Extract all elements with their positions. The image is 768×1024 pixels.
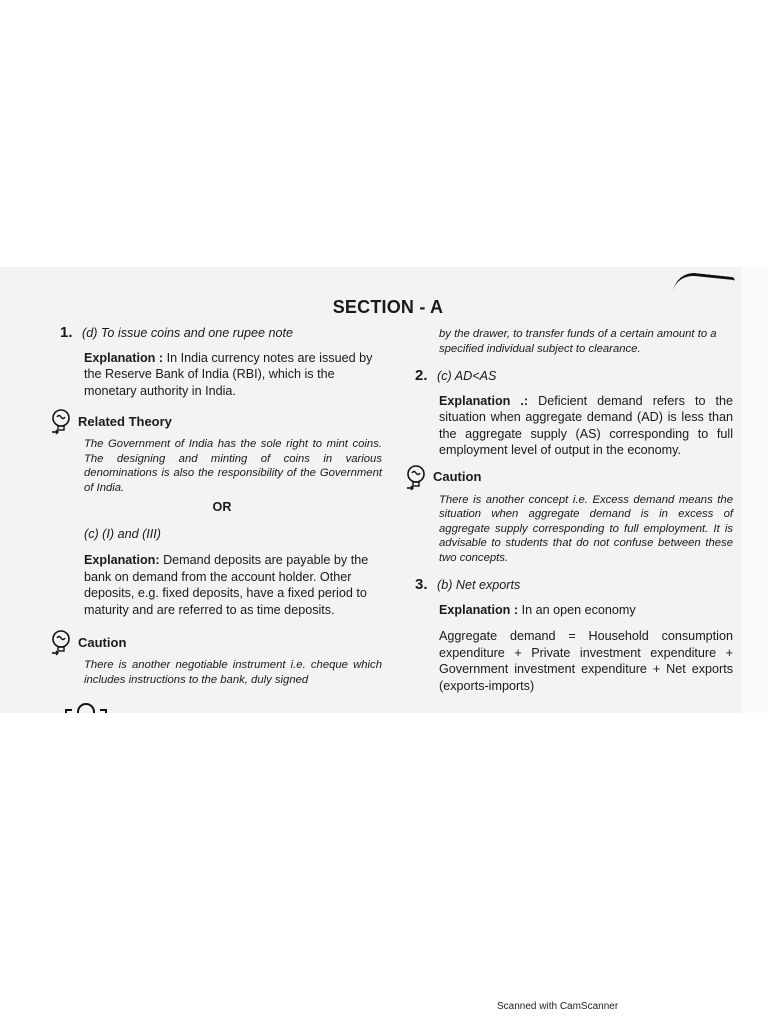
lightbulb-icon [405, 465, 427, 491]
section-title: SECTION - A [332, 297, 444, 317]
explanation [417, 602, 733, 619]
explanation-text: In an open economy [518, 602, 636, 617]
alternate-answer-text: (c) (I) and (III) [84, 526, 161, 541]
caution-text: There is another negotiable instrument i.e. cheque which includes instructions to the bank, duly signed [84, 659, 382, 686]
question-3 [417, 577, 733, 594]
question-number: 1. [60, 324, 73, 341]
continued-caution-text: by the drawer, to transfer funds of a certain amount to a specified individual subject to clearance. [439, 328, 717, 355]
explanation-label: Explanation : [439, 602, 519, 617]
left-column [62, 325, 382, 687]
related-theory-text: The Government of India has the sole right to mint coins. The designing and minting of coins in various denominations is also the responsibility of the Government of India. [84, 438, 382, 494]
scan-edge [742, 267, 768, 713]
question-number: 3. [415, 576, 428, 593]
scanned-page [0, 267, 742, 713]
caution-heading-left [50, 630, 382, 656]
alternate-answer [62, 526, 382, 543]
explanation-label: Explanation .: [439, 393, 529, 408]
publisher-logo-icon [64, 700, 114, 713]
lightbulb-icon [50, 409, 72, 435]
or-divider: OR [212, 500, 232, 514]
lightbulb-icon [50, 630, 72, 656]
related-theory-heading [50, 409, 382, 435]
explanation-label: Explanation : [84, 350, 164, 365]
alternate-explanation-label: Explanation: [84, 553, 160, 567]
caution-heading-right [405, 465, 733, 491]
right-column [417, 325, 733, 694]
explanation-text: In India currency notes are issued by the Reserve Bank of India (RBI), which is the monetary authority in India. [84, 350, 373, 398]
caution-label: Caution [78, 634, 127, 650]
page-curl-mark [673, 271, 735, 298]
question-2 [417, 368, 733, 385]
caution-text: There is another concept i.e. Excess demand means the situation when aggregate demand is in excess of aggregate supply corresponding to full employment. It is advisable to students that do not confuse between these two concepts. [439, 493, 733, 564]
explanation [417, 393, 733, 459]
related-theory-label: Related Theory [78, 413, 172, 429]
question-number: 2. [415, 367, 428, 384]
explanation-text: Deficient demand refers to the situation when aggregate demand (AD) is less than the aggregate supply (AS) corresponding to full employment level of output in the economy. [439, 393, 733, 457]
explanation [62, 350, 382, 400]
question-answer: (d) To issue coins and one rupee note [82, 326, 293, 340]
caution-label: Caution [433, 469, 482, 485]
question-answer: (c) AD<AS [437, 369, 497, 383]
question-answer: (b) Net exports [437, 578, 521, 592]
alternate-explanation-text: Demand deposits are payable by the bank on demand from the account holder. Other deposits, e.g. fixed deposits, have a fixed period to maturity and are referred to as time deposits. [84, 553, 369, 617]
alternate-explanation [62, 552, 382, 618]
scanner-watermark: Scanned with CamScanner [497, 1001, 619, 1012]
aggregate-demand-formula: Aggregate demand = Household consumption expenditure + Private investment expenditure + Government investment expenditure + Net exports (exports-imports) [439, 629, 733, 693]
question-1 [62, 325, 382, 342]
